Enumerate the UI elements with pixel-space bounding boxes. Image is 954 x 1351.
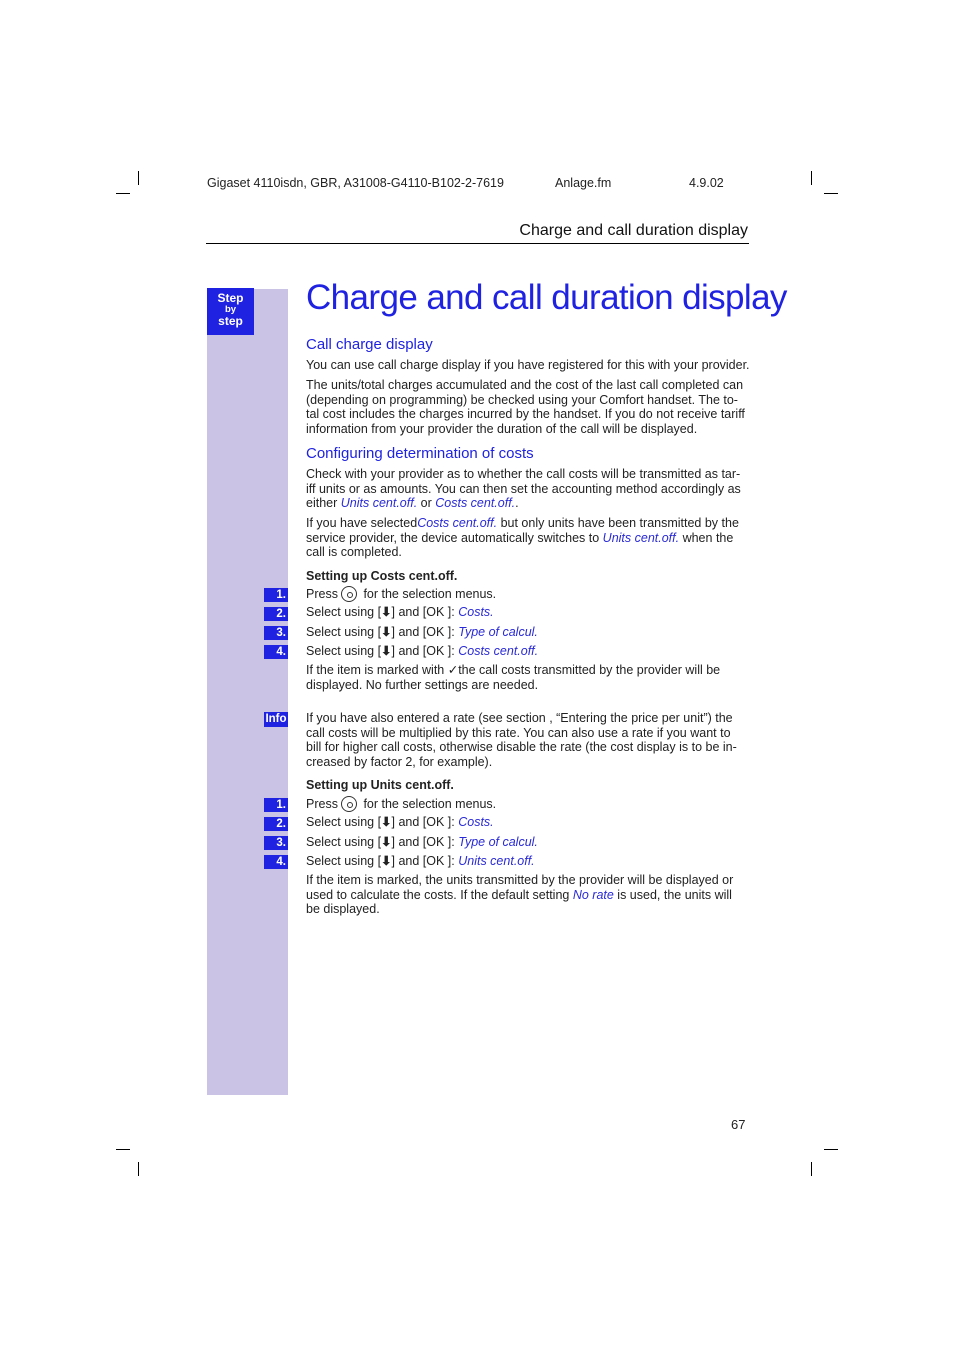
menu-target: Type of calcul. bbox=[458, 835, 538, 849]
text-run: Select using [ bbox=[306, 815, 382, 829]
page-number: 67 bbox=[731, 1117, 746, 1132]
step-number: 1. bbox=[264, 798, 288, 812]
crop-mark bbox=[116, 193, 130, 194]
step-number: 2. bbox=[264, 817, 288, 831]
crop-mark bbox=[138, 171, 139, 185]
text-run: or bbox=[417, 496, 436, 510]
down-arrow-icon: ⬇ bbox=[381, 835, 392, 849]
text-run: ] and [OK ]: bbox=[391, 644, 459, 658]
header-file: Anlage.fm bbox=[555, 176, 612, 190]
call-charge-heading: Call charge display bbox=[306, 336, 433, 353]
configuring-heading: Configuring determination of costs bbox=[306, 445, 534, 462]
call-charge-para1: You can use call charge display if you have registered for this with your provider. bbox=[306, 358, 750, 372]
down-arrow-icon: ⬇ bbox=[381, 815, 392, 829]
option-costs-cent-off: Costs cent.off. bbox=[435, 496, 516, 510]
info-badge: Info bbox=[265, 713, 287, 725]
down-arrow-icon: ⬇ bbox=[381, 644, 392, 658]
step-number: 4. bbox=[264, 645, 288, 659]
step-number: 3. bbox=[264, 836, 288, 850]
costs-step-2 bbox=[306, 605, 749, 620]
costs-setup-heading: Setting up Costs cent.off. bbox=[306, 569, 458, 583]
page-title: Charge and call duration display bbox=[306, 278, 787, 317]
configuring-para1 bbox=[306, 467, 749, 511]
text-run: Press bbox=[306, 797, 338, 811]
crop-mark bbox=[824, 193, 838, 194]
step-number: 3. bbox=[264, 626, 288, 640]
crop-mark bbox=[138, 1162, 139, 1176]
option-units-cent-off: Units cent.off. bbox=[340, 496, 418, 510]
crop-mark bbox=[811, 1162, 812, 1176]
units-step-3 bbox=[306, 835, 749, 850]
step-by-step-badge bbox=[207, 288, 254, 335]
text-run: when the call is completed. bbox=[306, 530, 734, 559]
text-run: Press bbox=[306, 587, 338, 601]
text-run: Select using [ bbox=[306, 625, 382, 639]
option-costs-cent-off: Costs cent.off. bbox=[417, 516, 498, 530]
step-number: 1. bbox=[264, 588, 288, 602]
text-run: Select using [ bbox=[306, 854, 382, 868]
step-number: 4. bbox=[264, 855, 288, 869]
text-run: is used, the units will be displayed. bbox=[306, 887, 732, 916]
costs-step-3 bbox=[306, 625, 749, 640]
menu-target: Units cent.off. bbox=[458, 854, 535, 868]
units-setup-heading: Setting up Units cent.off. bbox=[306, 778, 454, 792]
text-run: the call costs transmitted by the provider will be displayed. No further settings are needed. bbox=[306, 663, 721, 692]
configuring-para2 bbox=[306, 516, 749, 560]
text-run: ] and [OK ]: bbox=[391, 625, 459, 639]
menu-target: Type of calcul. bbox=[458, 625, 538, 639]
text-run: but only units have been transmitted by the service provider, the device automatically switches to bbox=[306, 516, 739, 545]
units-step-4 bbox=[306, 854, 749, 869]
text-run: Select using [ bbox=[306, 835, 382, 849]
costs-step-1 bbox=[306, 586, 749, 602]
costs-setup-note bbox=[306, 663, 749, 692]
text-run: If the item is marked with bbox=[306, 663, 448, 677]
costs-step-4 bbox=[306, 644, 749, 659]
text-run: Check with your provider as to whether the call costs will be transmitted as tar-iff units or as amounts. You can then set the accounting method accordingly as either bbox=[306, 467, 741, 510]
text-run: ] and [OK ]: bbox=[391, 854, 459, 868]
menu-target: Costs cent.off. bbox=[458, 644, 539, 658]
step-badge-line3: step bbox=[218, 314, 243, 328]
units-setup-note bbox=[306, 873, 749, 917]
text-run: If the item is marked, the units transmitted by the provider will be displayed or used to calculate the costs. If the default setting bbox=[306, 873, 734, 902]
step-badge-line1: Step bbox=[217, 291, 244, 305]
text-run: ] and [OK ]: bbox=[391, 815, 459, 829]
header-doc-ref: Gigaset 4110isdn, GBR, A31008-G4110-B102-2-7619 bbox=[207, 176, 504, 190]
crop-mark bbox=[824, 1149, 838, 1150]
step-badge-line2: by bbox=[224, 304, 237, 315]
option-units-cent-off: Units cent.off. bbox=[602, 530, 680, 545]
running-title: Charge and call duration display bbox=[519, 222, 748, 239]
step-number: 2. bbox=[264, 607, 288, 621]
step-margin-band bbox=[207, 289, 288, 1095]
crop-mark bbox=[116, 1149, 130, 1150]
navigation-key-icon bbox=[341, 586, 357, 602]
crop-mark bbox=[811, 171, 812, 185]
checkmark-icon: ✓ bbox=[447, 663, 459, 677]
text-run: Select using [ bbox=[306, 644, 382, 658]
info-text: If you have also entered a rate (see section , “Entering the price per unit”) the call costs will be multiplied by this rate. You can also use a rate if you want to bill for higher call costs, otherwise disable the rate (the cost display is to be in-creased by factor 2, for example). bbox=[306, 711, 737, 769]
down-arrow-icon: ⬇ bbox=[381, 854, 392, 868]
text-run: for the selection menus. bbox=[363, 797, 497, 811]
units-step-2 bbox=[306, 815, 749, 830]
text-run: for the selection menus. bbox=[363, 587, 497, 601]
navigation-key-icon bbox=[341, 796, 357, 812]
menu-target: Costs. bbox=[458, 605, 494, 619]
down-arrow-icon: ⬇ bbox=[381, 625, 392, 639]
call-charge-para2: The units/total charges accumulated and the cost of the last call completed can (depending on programming) be checked using your Comfort handset. The to-tal cost includes the charges incurred by the handset. If you do not receive tariff information from your provider the duration of the call will be displayed. bbox=[306, 378, 745, 436]
down-arrow-icon: ⬇ bbox=[381, 605, 392, 619]
option-no-rate: No rate bbox=[572, 887, 614, 902]
text-run: If you have selected bbox=[306, 516, 418, 530]
header-date: 4.9.02 bbox=[689, 176, 724, 190]
text-run: . bbox=[515, 496, 519, 510]
text-run: ] and [OK ]: bbox=[391, 605, 459, 619]
text-run: ] and [OK ]: bbox=[391, 835, 459, 849]
menu-target: Costs. bbox=[458, 815, 494, 829]
text-run: Select using [ bbox=[306, 605, 382, 619]
header-rule bbox=[206, 243, 749, 244]
units-step-1 bbox=[306, 796, 749, 812]
